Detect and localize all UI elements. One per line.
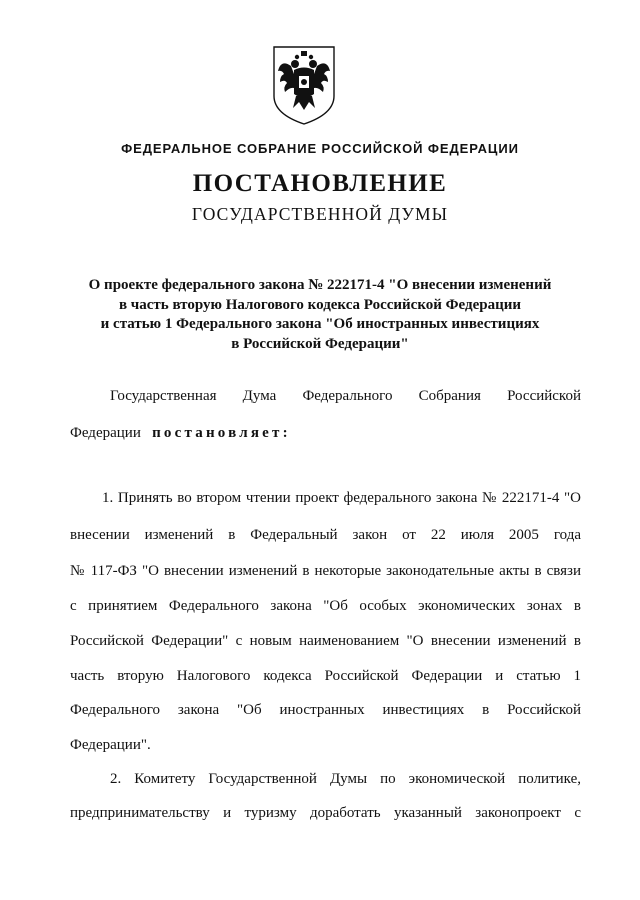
preamble-line: Государственная Дума Федерального Собрания Российской — [110, 388, 581, 404]
document-issuer: ГОСУДАРСТВЕННОЙ ДУМЫ — [191, 204, 449, 224]
paragraph-line: предпринимательству и туризму доработать указанный законопроект с — [70, 805, 581, 821]
paragraph-line: 1. Принять во втором чтении проект федерального закона № 222171-4 "О — [102, 490, 581, 506]
paragraph-line: внесении изменений в Федеральный закон от 22 июля 2005 года — [70, 527, 581, 543]
assembly-name: ФЕДЕРАЛЬНОЕ СОБРАНИЕ РОССИЙСКОЙ ФЕДЕРАЦИИ — [121, 141, 519, 156]
paragraph-line: Федерации". — [70, 737, 151, 753]
paragraph-line: № 117-ФЗ "О внесении изменений в некоторые законодательные акты в связи — [70, 563, 581, 579]
subject-line: в Российской Федерации" — [231, 335, 409, 352]
document-type: ПОСТАНОВЛЕНИЕ — [192, 170, 448, 197]
paragraph-line: 2. Комитету Государственной Думы по экономической политике, — [110, 771, 581, 787]
preamble-line — [70, 425, 581, 442]
subject-line: в часть вторую Налогового кодекса Российской Федерации — [118, 296, 522, 313]
subject-line: и статью 1 Федерального закона "Об иностранных инвестициях — [100, 316, 540, 332]
document-subject — [70, 276, 570, 354]
preamble-text: Федерации — [70, 425, 141, 441]
paragraph-line: часть вторую Налогового кодекса Российской Федерации и статью 1 — [70, 668, 581, 684]
paragraph-line: с принятием Федерального закона "Об особых экономических зонах в — [70, 598, 581, 614]
subject-line: О проекте федерального закона № 222171-4 "О внесении изменений — [88, 277, 552, 293]
paragraph-line: Федерального закона "Об иностранных инвестициях в Российской — [70, 702, 581, 718]
resolution-verb: постановляет: — [152, 425, 291, 441]
coat-of-arms-icon — [271, 44, 337, 126]
paragraph-line: Российской Федерации" с новым наименованием "О внесении изменений в — [70, 633, 581, 649]
